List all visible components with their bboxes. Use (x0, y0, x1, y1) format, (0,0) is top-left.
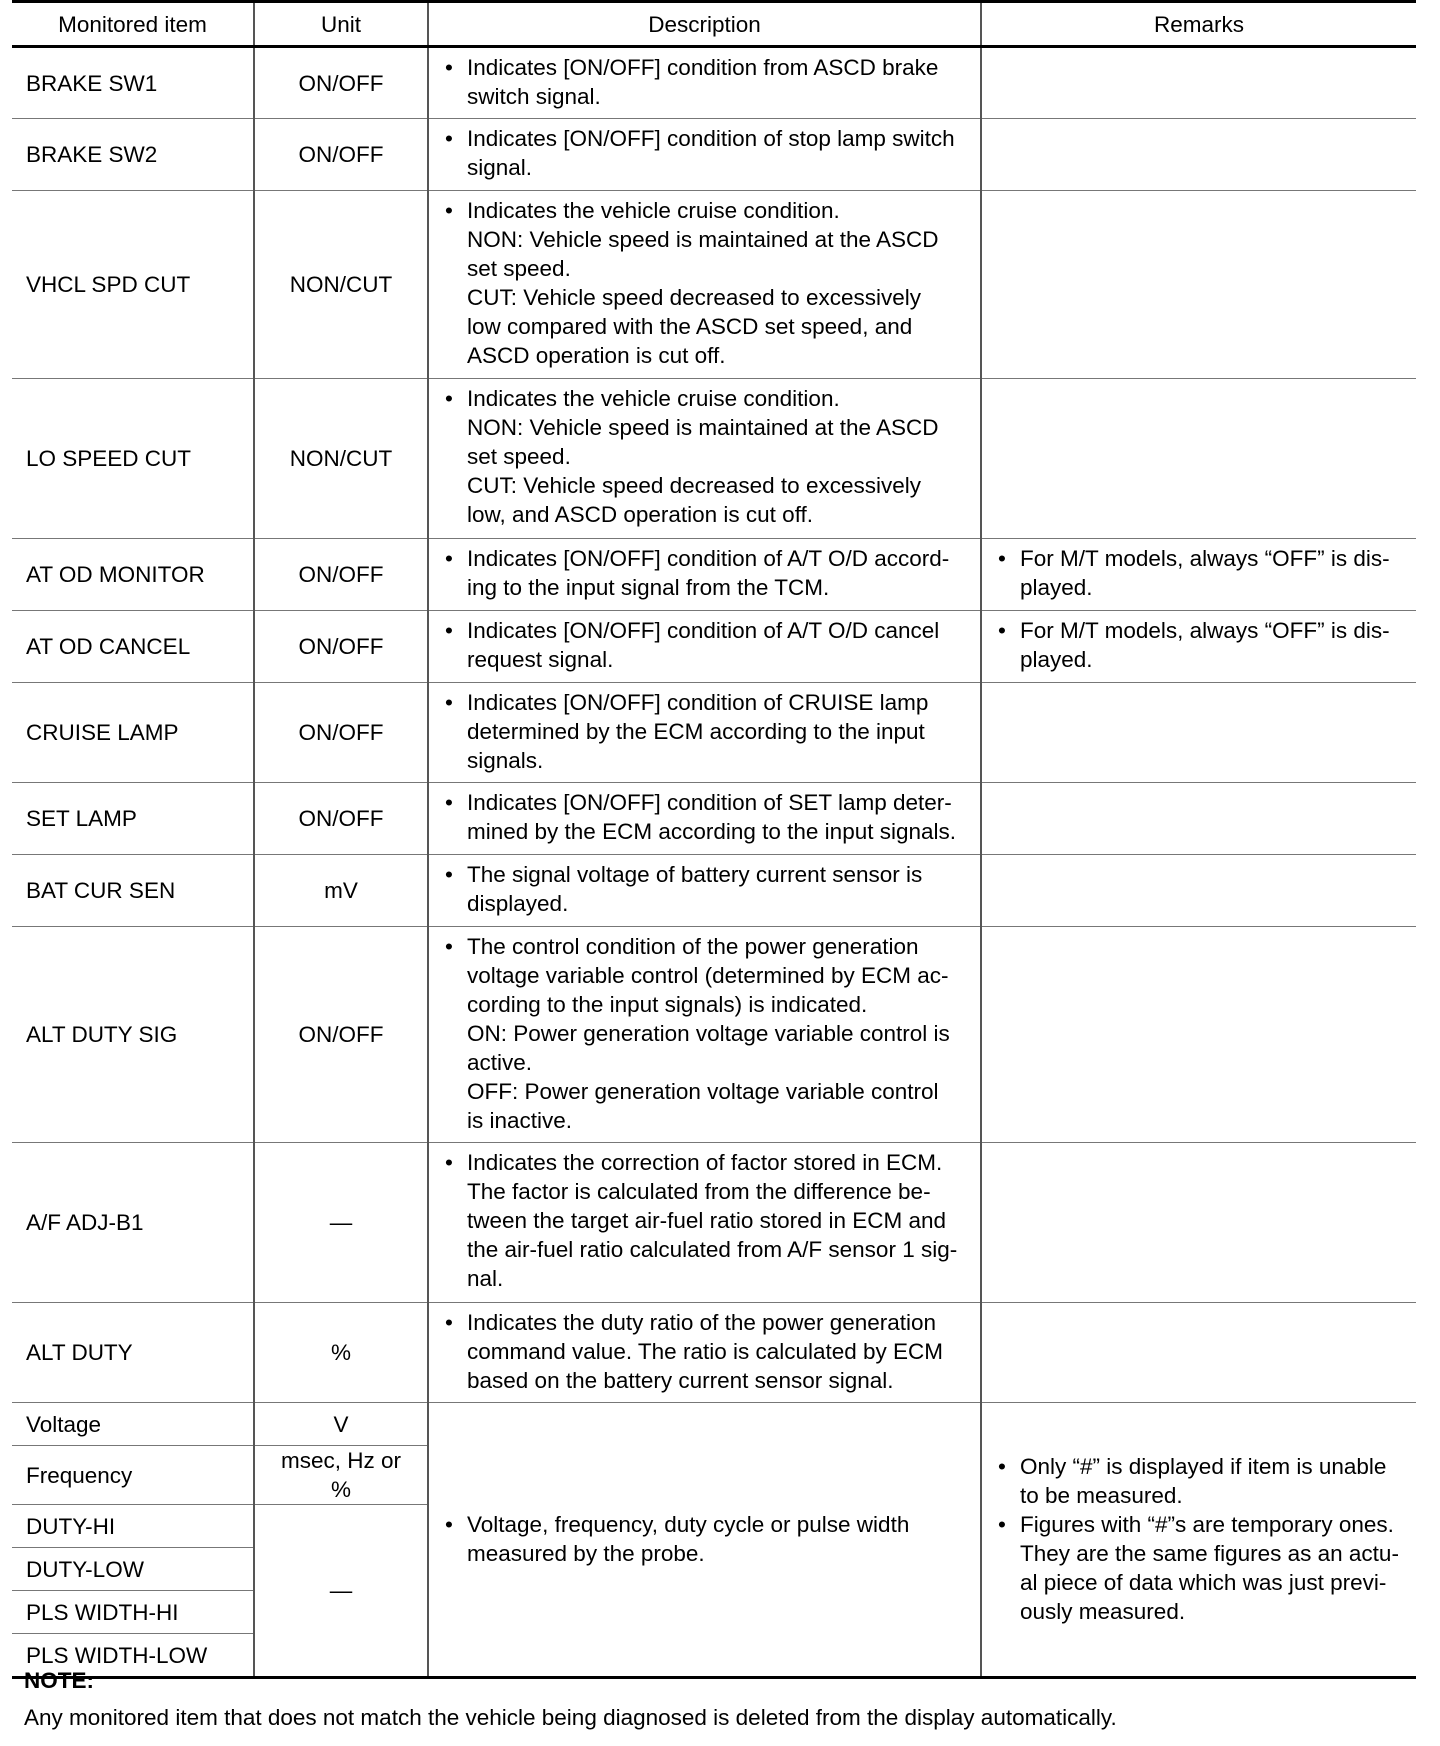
description-bullet-line: set speed. (467, 256, 571, 281)
table-row (12, 927, 1416, 1143)
description-bullet-line: the air-fuel ratio calculated from A/F sensor 1 sig- (467, 1237, 958, 1262)
description-cell (428, 927, 981, 1143)
probe-shared-unit-cell: — (254, 1505, 428, 1678)
unit-cell: ON/OFF (254, 683, 428, 783)
description-bullet-line: CUT: Vehicle speed decreased to excessively (467, 473, 921, 498)
probe-remarks-bullet-line: They are the same figures as an actu- (1020, 1541, 1399, 1566)
probe-item-cell: Frequency (12, 1446, 254, 1505)
note-text: Any monitored item that does not match the vehicle being diagnosed is deleted from the display automatically. (24, 1705, 1117, 1730)
description-bullet-line: The factor is calculated from the difference be- (467, 1179, 931, 1204)
description-cell (428, 783, 981, 855)
description-bullet (443, 860, 966, 918)
description-cell (428, 1303, 981, 1403)
description-bullet-line: ing to the input signal from the TCM. (467, 575, 830, 600)
description-bullet-line: ASCD operation is cut off. (467, 343, 726, 368)
monitored-item-cell: BRAKE SW1 (12, 47, 254, 119)
remarks-cell (981, 119, 1416, 191)
description-bullet (443, 616, 966, 674)
description-bullet-line: • Indicates [ON/OFF] condition of A/T O/D cancel (467, 618, 940, 643)
remarks-bullet (996, 616, 1402, 674)
probe-remarks-bullet (996, 1452, 1402, 1510)
remarks-cell (981, 783, 1416, 855)
description-bullet (443, 124, 966, 182)
description-bullet (443, 384, 966, 529)
probe-item-cell: PLS WIDTH-LOW (12, 1634, 254, 1678)
description-bullet-line: • Indicates [ON/OFF] condition of SET lamp deter- (467, 790, 952, 815)
table-row (12, 1303, 1416, 1403)
header-unit: Unit (254, 2, 428, 47)
description-cell (428, 539, 981, 611)
description-bullet-line: voltage variable control (determined by ECM ac- (467, 963, 949, 988)
table-row (12, 47, 1416, 119)
description-cell (428, 855, 981, 927)
description-bullet-line: • Indicates [ON/OFF] condition of stop lamp switch (467, 126, 955, 151)
probe-description-cell (428, 1403, 981, 1678)
remarks-bullet-line: • For M/T models, always “OFF” is dis- (1020, 546, 1390, 571)
description-cell (428, 1143, 981, 1303)
description-bullet (443, 932, 966, 1135)
description-cell (428, 47, 981, 119)
header-description: Description (428, 2, 981, 47)
probe-remarks-bullet-line: • Figures with “#”s are temporary ones. (1020, 1512, 1394, 1537)
description-cell (428, 683, 981, 783)
description-bullet-line: mined by the ECM according to the input signals. (467, 819, 957, 844)
remarks-bullet-line: played. (1020, 647, 1093, 672)
probe-description-bullet-line: measured by the probe. (467, 1541, 705, 1566)
monitored-item-cell: AT OD MONITOR (12, 539, 254, 611)
description-bullet-line: cording to the input signals) is indicated. (467, 992, 868, 1017)
table-row (12, 611, 1416, 683)
description-bullet-line: • Indicates the duty ratio of the power generation (467, 1310, 937, 1335)
unit-cell: % (254, 1303, 428, 1403)
monitor-table (12, 0, 1416, 1679)
remarks-cell (981, 927, 1416, 1143)
description-bullet-line: OFF: Power generation voltage variable control (467, 1079, 939, 1104)
description-bullet-line: • Indicates [ON/OFF] condition of A/T O/D accord- (467, 546, 950, 571)
description-cell (428, 379, 981, 539)
description-bullet-line: displayed. (467, 891, 569, 916)
description-bullet-line: signals. (467, 748, 544, 773)
description-bullet-line: • Indicates the vehicle cruise condition. (467, 198, 840, 223)
table-row (12, 379, 1416, 539)
table-body (12, 47, 1416, 1678)
remarks-cell (981, 1143, 1416, 1303)
description-bullet (443, 788, 966, 846)
header-remarks: Remarks (981, 2, 1416, 47)
description-bullet-line: • The signal voltage of battery current sensor is (467, 862, 923, 887)
unit-cell: ON/OFF (254, 539, 428, 611)
remarks-cell (981, 683, 1416, 783)
unit-cell: ON/OFF (254, 611, 428, 683)
remarks-cell (981, 191, 1416, 379)
description-bullet-line: is inactive. (467, 1108, 573, 1133)
description-bullet (443, 544, 966, 602)
monitored-item-cell: SET LAMP (12, 783, 254, 855)
table-header-row (12, 2, 1416, 47)
description-bullet-line: ON: Power generation voltage variable control is (467, 1021, 950, 1046)
description-bullet-line: based on the battery current sensor signal. (467, 1368, 894, 1393)
unit-cell: NON/CUT (254, 191, 428, 379)
description-bullet-line: active. (467, 1050, 533, 1075)
remarks-cell (981, 611, 1416, 683)
remarks-bullet (996, 544, 1402, 602)
monitored-item-cell: BRAKE SW2 (12, 119, 254, 191)
description-bullet-line: • The control condition of the power generation (467, 934, 919, 959)
monitored-item-cell: VHCL SPD CUT (12, 191, 254, 379)
table-row (12, 539, 1416, 611)
monitored-item-cell: LO SPEED CUT (12, 379, 254, 539)
header-monitored-item: Monitored item (12, 2, 254, 47)
description-bullet-line: determined by the ECM according to the input (467, 719, 925, 744)
description-cell (428, 119, 981, 191)
monitored-item-cell: ALT DUTY (12, 1303, 254, 1403)
description-bullet (443, 1308, 966, 1395)
description-bullet-line: signal. (467, 155, 533, 180)
description-bullet-line: request signal. (467, 647, 614, 672)
remarks-cell (981, 379, 1416, 539)
unit-cell: — (254, 1143, 428, 1303)
monitored-item-cell: A/F ADJ-B1 (12, 1143, 254, 1303)
note-title: NOTE: (24, 1668, 94, 1693)
probe-unit-cell: msec, Hz or % (254, 1446, 428, 1505)
description-bullet-line: • Indicates the vehicle cruise condition. (467, 386, 840, 411)
remarks-cell (981, 1303, 1416, 1403)
unit-cell: ON/OFF (254, 119, 428, 191)
probe-item-cell: PLS WIDTH-HI (12, 1591, 254, 1634)
probe-remarks-bullet (996, 1510, 1402, 1626)
probe-remarks-bullet-line: • Only “#” is displayed if item is unable (1020, 1454, 1387, 1479)
description-bullet (443, 196, 966, 370)
description-bullet-line: NON: Vehicle speed is maintained at the ASCD (467, 227, 939, 252)
remarks-bullet-line: played. (1020, 575, 1093, 600)
description-bullet-line: set speed. (467, 444, 571, 469)
description-bullet-line: CUT: Vehicle speed decreased to excessively (467, 285, 921, 310)
probe-item-cell: Voltage (12, 1403, 254, 1446)
probe-description-bullet-line: • Voltage, frequency, duty cycle or pulse width (467, 1512, 910, 1537)
table-row (12, 191, 1416, 379)
description-bullet (443, 53, 966, 111)
description-bullet-line: switch signal. (467, 84, 601, 109)
probe-unit-cell: V (254, 1403, 428, 1446)
description-bullet (443, 1148, 966, 1293)
probe-remarks-cell (981, 1403, 1416, 1678)
unit-cell: ON/OFF (254, 783, 428, 855)
description-bullet-line: • Indicates the correction of factor stored in ECM. (467, 1150, 943, 1175)
remarks-cell (981, 539, 1416, 611)
description-cell (428, 191, 981, 379)
description-bullet-line: command value. The ratio is calculated by ECM (467, 1339, 944, 1364)
table-row (12, 855, 1416, 927)
probe-remarks-bullet-line: al piece of data which was just previ- (1020, 1570, 1387, 1595)
monitored-item-cell: BAT CUR SEN (12, 855, 254, 927)
description-bullet-line: • Indicates [ON/OFF] condition of CRUISE lamp (467, 690, 929, 715)
remarks-cell (981, 855, 1416, 927)
unit-cell: ON/OFF (254, 47, 428, 119)
description-bullet-line: low, and ASCD operation is cut off. (467, 502, 814, 527)
description-cell (428, 611, 981, 683)
monitored-item-cell: CRUISE LAMP (12, 683, 254, 783)
probe-description-bullet (443, 1510, 966, 1568)
table-row (12, 783, 1416, 855)
unit-cell: ON/OFF (254, 927, 428, 1143)
probe-item-cell: DUTY-LOW (12, 1548, 254, 1591)
description-bullet-line: NON: Vehicle speed is maintained at the ASCD (467, 415, 939, 440)
remarks-cell (981, 47, 1416, 119)
unit-cell: mV (254, 855, 428, 927)
description-bullet (443, 688, 966, 775)
description-bullet-line: nal. (467, 1266, 504, 1291)
table-row (12, 119, 1416, 191)
unit-cell: NON/CUT (254, 379, 428, 539)
probe-row (12, 1403, 1416, 1446)
monitored-item-cell: AT OD CANCEL (12, 611, 254, 683)
remarks-bullet-line: • For M/T models, always “OFF” is dis- (1020, 618, 1390, 643)
probe-remarks-bullet-line: ously measured. (1020, 1599, 1186, 1624)
document (12, 0, 1416, 1730)
probe-remarks-bullet-line: to be measured. (1020, 1483, 1183, 1508)
description-bullet-line: • Indicates [ON/OFF] condition from ASCD brake (467, 55, 939, 80)
probe-item-cell: DUTY-HI (12, 1505, 254, 1548)
table-row (12, 1143, 1416, 1303)
table-row (12, 683, 1416, 783)
description-bullet-line: low compared with the ASCD set speed, and (467, 314, 913, 339)
monitored-item-cell: ALT DUTY SIG (12, 927, 254, 1143)
description-bullet-line: tween the target air-fuel ratio stored in ECM and (467, 1208, 946, 1233)
